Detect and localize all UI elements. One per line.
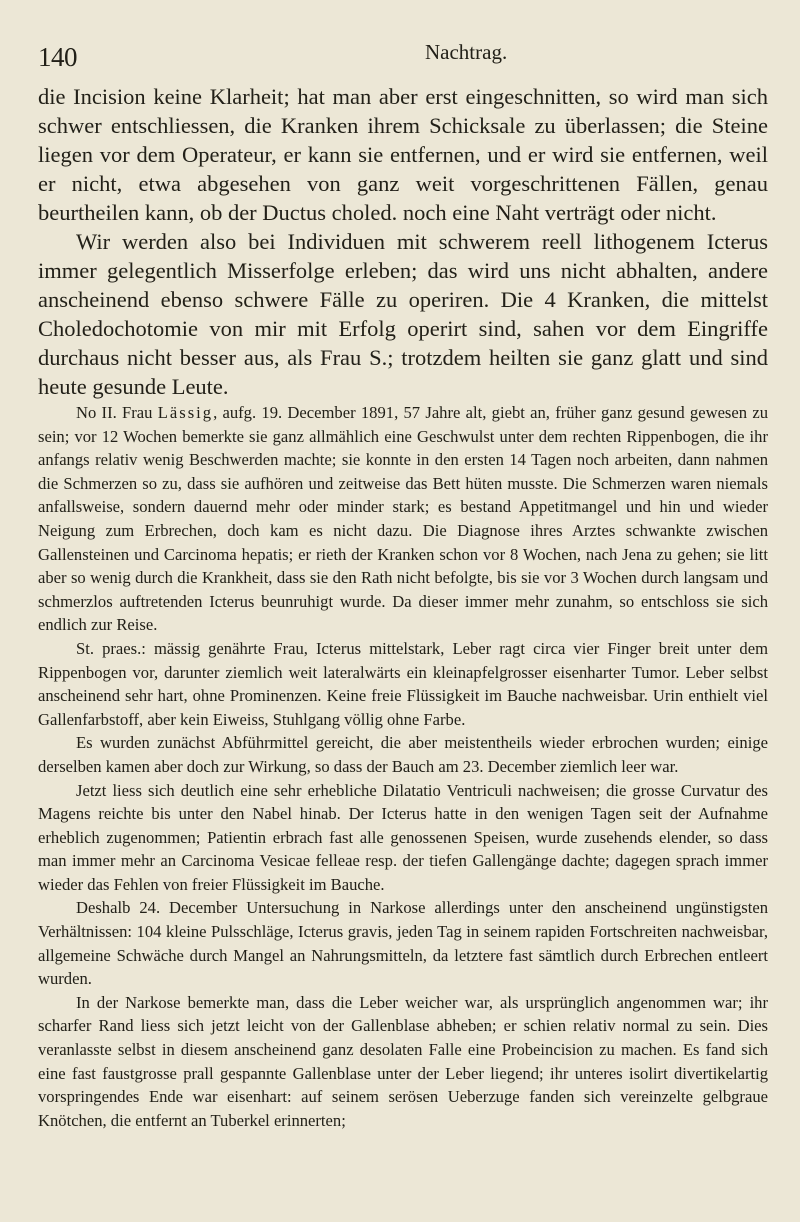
paragraph-continuation: die Incision keine Klarheit; hat man aber erst eingeschnitten, so wird man sich schwer entschliessen, die Kranken ihrem Schicksale zu überlassen; die Steine liegen vor dem Operateur, er kann sie entfernen, und er wird sie entfernen, weil er nicht, etwa abgesehen von ganz weit vorgeschrittenen Fällen, genau beurtheilen kann, ob der Ductus choled. noch eine Naht verträgt oder nicht. xyxy=(38,84,768,225)
case-paragraph: Deshalb 24. December Untersuchung in Narkose allerdings unter den anscheinend ungünstigsten Verhältnissen: 104 kleine Pulsschläge, Icterus gravis, jeden Tag in seinem rapiden Fortschreiten nachweisbar, allgemeine Schwäche durch Mangel an Nahrungsmitteln, da letztere fast sämtlich durch Erbrechen entleert wurden. xyxy=(38,898,768,989)
page-header xyxy=(38,40,765,74)
status-praesens: St. praes.: mässig genährte Frau, Icterus mittelstark, Leber ragt circa vier Finger breit unter dem Rippenbogen vor, darunter ziemlich weit lateralwärts ein kleinapfelgrosser eisenharter Tumor. Leber selbst anscheinend sehr hart, ohne Prominenzen. Keine freie Flüssigkeit im Bauche nachweisbar. Urin enthielt viel Gallenfarbstoff, aber kein Eiweiss, Stuhlgang völlig ohne Farbe. xyxy=(38,638,768,729)
case-paragraph: In der Narkose bemerkte man, dass die Leber weicher war, als ursprünglich angenommen war; ihr scharfer Rand liess sich jetzt leicht von der Gallenblase abheben; er schien relativ normal zu sein. Dies veranlasste selbst in diesem anscheinend ganz desolaten Falle eine Probeincision zu machen. Es fand sich eine fast faustgrosse prall gespannte Gallenblase unter der Leber liegend; ihr unteres isolirt divertikelartig vorspringendes Ende war eisenhart: auf seinem serösen Ueberzuge fanden sich vereinzelte gelbgraue Knötchen, die entfernt an Tuberkel erinnerten; xyxy=(38,992,768,1130)
case-paragraph: Es wurden zunächst Abführmittel gereicht, die aber meistentheils wieder erbrochen wurden; einige derselben kamen aber doch zur Wirkung, so dass der Bauch am 23. December ziemlich leer war. xyxy=(38,733,768,776)
case-report-intro xyxy=(38,401,768,637)
running-head: Nachtrag. xyxy=(425,40,508,64)
case-number: No II. Frau xyxy=(76,403,158,422)
case-paragraph: Jetzt liess sich deutlich eine sehr erhebliche Dilatatio Ventriculi nachweisen; die grosse Curvatur des Magens reichte bis unter den Nabel hinab. Der Icterus hatte in den wenigen Tagen seit der Aufnahme erheblich zugenommen; Patientin erbrach fast alle genossenen Speisen, wurde zusehends elender, so dass man immer mehr an Carcinoma Vesicae felleae resp. der tiefen Gallengänge dachte; dagegen sprach immer wieder das Fehlen von freier Flüssigkeit im Bauche. xyxy=(38,780,768,894)
paragraph-conclusion: Wir werden also bei Individuen mit schwerem reell lithogenem Icterus immer gelegentlich Misserfolge erleben; das wird uns nicht abhalten, andere anscheinend ebenso schwere Fälle zu operiren. Die 4 Kranken, die mittelst Choledochotomie von mir mit Erfolg operirt sind, sahen vor dem Eingriffe durchaus nicht besser aus, als Frau S.; trotzdem heilten sie ganz glatt und sind heute gesunde Leute. xyxy=(38,229,768,399)
page-body xyxy=(38,82,768,1132)
page-number: 140 xyxy=(38,42,77,72)
patient-name: Lässig xyxy=(157,403,214,422)
case-history: , aufg. 19. December 1891, 57 Jahre alt, giebt an, früher ganz gesund gewesen zu sein; vor 12 Wochen bemerkte sie ganz allmählich eine Geschwulst unter dem rechten Rippenbogen, die ihr anfangs relativ wenig Beschwerden machte; sie konnte in den ersten 14 Tagen noch arbeiten, dann nahmen die Schmerzen so zu, dass sie aufhören und zeitweise das Bett hüten musste. Die Schmerzen waren niemals anfallsweise, sondern dauernd mehr oder minder stark; es bestand Appetitmangel und hin und wieder Neigung zum Erbrechen, doch kam es nicht dazu. Die Diagnose ihres Arztes schwankte zwischen Gallensteinen und Carcinoma hepatis; er rieth der Kranken schon vor 8 Wochen, nach Jena zu gehen; sie litt aber so wenig durch die Krankheit, dass sie den Rath nicht befolgte, bis sie vor 3 Wochen durch langsam und schmerzlos auftretenden Icterus beunruhigt wurde. Da dieser immer mehr zunahm, so entschloss sie sich endlich zur Reise. xyxy=(38,403,768,635)
